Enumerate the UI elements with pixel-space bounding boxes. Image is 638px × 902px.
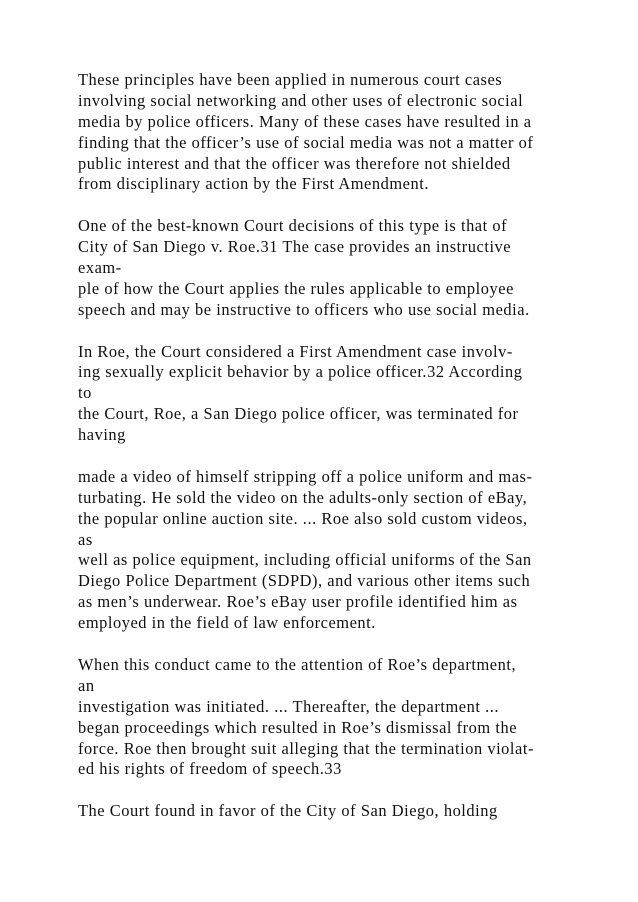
paragraph-gap (78, 195, 618, 216)
text-line: having (78, 425, 126, 445)
text-line: began proceedings which resulted in Roe’s dismissal from the (78, 717, 518, 737)
text-line: the popular online auction site. ... Roe also sold custom videos, (78, 508, 528, 528)
text-line: to (78, 383, 92, 403)
paragraph-5 (78, 655, 618, 780)
text-line: finding that the officer’s use of social media was not a matter of (78, 132, 534, 152)
text-line: employed in the field of law enforcement. (78, 613, 376, 633)
text-line: force. Roe then brought suit alleging that the termination violat- (78, 738, 534, 758)
text-line: made a video of himself stripping off a police uniform and mas- (78, 466, 533, 486)
paragraph-3 (78, 342, 618, 446)
text-line: The Court found in favor of the City of San Diego, holding (78, 801, 498, 821)
text-line: ed his rights of freedom of speech.33 (78, 759, 342, 779)
paragraph-gap (78, 780, 618, 801)
paragraph-2 (78, 216, 618, 320)
text-line: the Court, Roe, a San Diego police officer, was terminated for (78, 404, 519, 424)
text-line: from disciplinary action by the First Amendment. (78, 174, 429, 194)
text-line: well as police equipment, including official uniforms of the San (78, 550, 532, 570)
paragraph-gap (78, 446, 618, 467)
text-line: turbating. He sold the video on the adults-only section of eBay, (78, 487, 528, 507)
text-line: speech and may be instructive to officers who use social media. (78, 299, 530, 319)
text-line: exam- (78, 258, 122, 278)
text-line: One of the best-known Court decisions of this type is that of (78, 216, 508, 236)
text-line: ple of how the Court applies the rules applicable to employee (78, 278, 514, 298)
paragraph-gap (78, 634, 618, 655)
text-line: public interest and that the officer was therefore not shielded (78, 153, 511, 173)
text-line: an (78, 675, 95, 695)
text-line: These principles have been applied in numerous court cases (78, 70, 503, 89)
text-line: as men’s underwear. Roe’s eBay user profile identified him as (78, 592, 518, 612)
text-line: involving social networking and other uses of electronic social (78, 90, 524, 110)
text-line: investigation was initiated. ... Thereafter, the department ... (78, 696, 500, 716)
paragraph-gap (78, 321, 618, 342)
text-line: media by police officers. Many of these cases have resulted in a (78, 111, 532, 131)
text-line: When this conduct came to the attention of Roe’s department, (78, 654, 517, 674)
text-line: City of San Diego v. Roe.31 The case provides an instructive (78, 237, 512, 257)
text-line: In Roe, the Court considered a First Amendment case involv- (78, 341, 513, 361)
paragraph-6 (78, 801, 618, 822)
block-quote (78, 467, 618, 634)
text-line: Diego Police Department (SDPD), and various other items such (78, 571, 531, 591)
paragraph-1 (78, 70, 618, 195)
text-line: as (78, 529, 93, 549)
text-line: ing sexually explicit behavior by a police officer.32 According (78, 362, 523, 382)
